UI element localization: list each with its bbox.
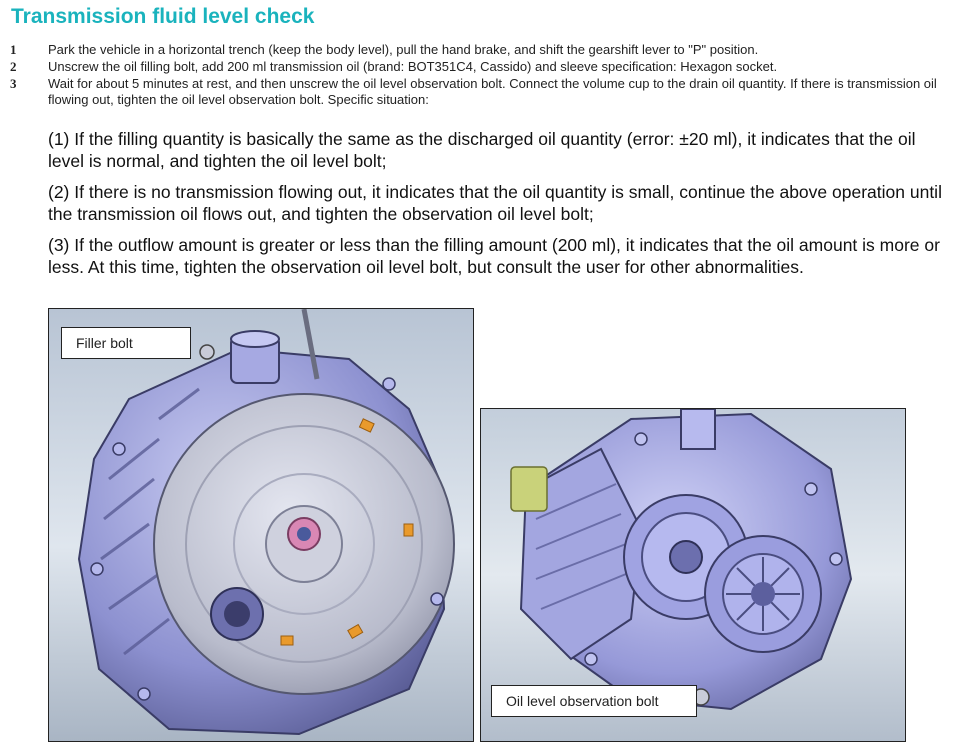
step-number: 1 bbox=[10, 42, 17, 57]
step-text: Wait for about 5 minutes at rest, and then unscrew the oil level observation bolt. Connect the volume cup to the drain oil quantity. If there is transmission oil flowing out, tighten the oil level observation bolt. Specific situation: bbox=[48, 76, 937, 107]
transmission-front-illustration bbox=[49, 309, 473, 741]
situation-3: (3) If the outflow amount is greater or less than the filling amount (200 ml), it indicates that the oil amount is more or less. At this time, tighten the observation oil level bolt, but consult the user for other abnormalities. bbox=[48, 235, 940, 277]
step-list bbox=[10, 42, 950, 109]
situation-1: (1) If the filling quantity is basically the same as the discharged oil quantity (error: ±20 ml), it indicates that the oil level is normal, and tighten the oil level bolt; bbox=[48, 129, 916, 171]
step-item bbox=[10, 76, 950, 108]
situation-2: (2) If there is no transmission flowing out, it indicates that the oil quantity is small, continue the above operation until the transmission oil flows out, and tighten the observation oil level bolt; bbox=[48, 182, 942, 224]
page-title: Transmission fluid level check bbox=[11, 5, 315, 28]
step-item bbox=[10, 59, 950, 75]
step-number: 3 bbox=[10, 76, 17, 91]
step-item bbox=[10, 42, 950, 58]
filler-bolt-label: Filler bolt bbox=[61, 327, 191, 359]
observation-bolt-figure bbox=[480, 408, 906, 742]
filler-bolt-figure bbox=[48, 308, 474, 742]
step-text: Unscrew the oil filling bolt, add 200 ml transmission oil (brand: BOT351C4, Cassido) and sleeve specification: Hexagon socket. bbox=[48, 59, 778, 74]
step-number: 2 bbox=[10, 59, 17, 74]
step-text: Park the vehicle in a horizontal trench (keep the body level), pull the hand brake, and shift the gearshift lever to "P" position. bbox=[48, 42, 759, 57]
filler-bolt-icon bbox=[200, 345, 214, 359]
connector bbox=[511, 467, 547, 511]
observation-bolt-label: Oil level observation bolt bbox=[491, 685, 697, 717]
